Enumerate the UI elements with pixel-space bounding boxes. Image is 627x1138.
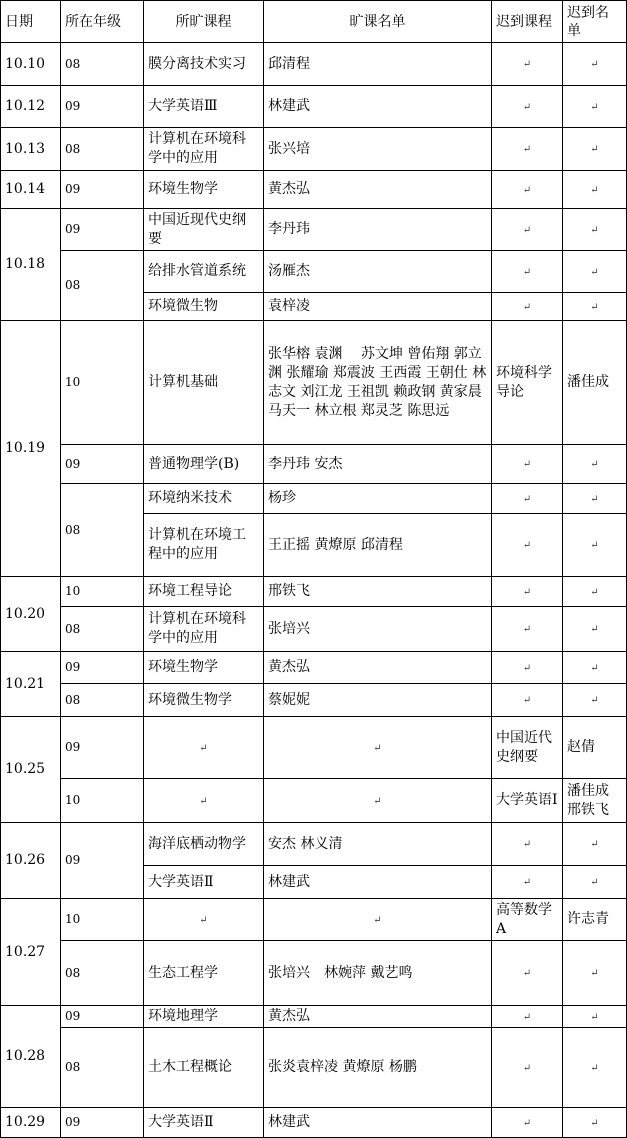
paragraph-mark: ↵	[590, 540, 599, 551]
course-cell: 膜分离技术实习	[144, 43, 264, 86]
grade-cell: 10	[61, 321, 144, 445]
paragraph-mark: ↵	[590, 624, 599, 635]
late-names-cell	[563, 577, 627, 607]
course-cell: 环境地理学	[144, 1006, 264, 1028]
absent-names-cell: 黄杰弘	[264, 171, 492, 209]
paragraph-mark: ↵	[522, 59, 532, 70]
grade-cell: 09	[61, 86, 144, 128]
late-names-cell	[563, 209, 627, 251]
late-course-cell: 大学英语Ⅰ	[492, 779, 563, 823]
table-row	[1, 607, 627, 652]
absent-names-cell: 黄杰弘	[264, 652, 492, 684]
absent-names-cell: 黄杰弘	[264, 1006, 492, 1028]
late-course-cell	[492, 251, 563, 293]
table-row	[1, 43, 627, 86]
late-course-cell	[492, 1028, 563, 1108]
paragraph-mark: ↵	[522, 695, 532, 706]
course-cell: 环境工程导论	[144, 577, 264, 607]
absent-names-cell: 张炎袁梓凌 黄燎原 杨鹏	[264, 1028, 492, 1108]
late-names-cell	[563, 1006, 627, 1028]
late-course-cell	[492, 1108, 563, 1138]
late-course-cell	[492, 171, 563, 209]
table-row	[1, 1108, 627, 1138]
paragraph-mark: ↵	[522, 1011, 532, 1023]
absent-names-cell: 林建武	[264, 86, 492, 128]
date-cell: 10.18	[1, 209, 61, 321]
grade-cell: 08	[61, 684, 144, 717]
paragraph-mark: ↵	[590, 301, 599, 313]
header-date: 日期	[1, 1, 61, 43]
paragraph-mark: ↵	[522, 1117, 532, 1129]
header-row	[1, 1, 627, 43]
late-names-cell	[563, 171, 627, 209]
paragraph-mark: ↵	[590, 839, 599, 850]
absent-names-cell: 蔡妮妮	[264, 684, 492, 717]
paragraph-mark: ↵	[522, 144, 532, 155]
paragraph-mark: ↵	[522, 101, 532, 113]
course-cell: 环境微生物学	[144, 684, 264, 717]
grade-cell: 08	[61, 941, 144, 1006]
late-names-cell	[563, 445, 627, 484]
table-row	[1, 209, 627, 251]
table-row	[1, 823, 627, 866]
late-course-cell	[492, 43, 563, 86]
paragraph-mark: ↵	[373, 742, 382, 754]
date-cell: 10.12	[1, 86, 61, 128]
late-course-cell	[492, 1006, 563, 1028]
header-absent-names: 旷课名单	[264, 1, 492, 43]
absent-names-cell	[264, 717, 492, 779]
paragraph-mark: ↵	[373, 795, 382, 807]
grade-cell: 09	[61, 171, 144, 209]
grade-cell: 10	[61, 779, 144, 823]
course-cell: 计算机基础	[144, 321, 264, 445]
paragraph-mark: ↵	[590, 59, 599, 70]
absent-names-cell: 张兴培	[264, 128, 492, 171]
late-names-cell	[563, 1028, 627, 1108]
paragraph-mark: ↵	[522, 224, 532, 236]
paragraph-mark: ↵	[522, 184, 532, 196]
late-course-cell	[492, 577, 563, 607]
late-course-cell	[492, 86, 563, 128]
absent-names-cell: 安杰 林义清	[264, 823, 492, 866]
header-late-names: 迟到名单	[563, 1, 627, 43]
header-late-course: 迟到课程	[492, 1, 563, 43]
course-cell: 环境生物学	[144, 171, 264, 209]
course-cell: 给排水管道系统	[144, 251, 264, 293]
table-row	[1, 1028, 627, 1108]
late-course-cell	[492, 684, 563, 717]
absent-names-cell: 邢铁飞	[264, 577, 492, 607]
late-course-cell	[492, 209, 563, 251]
late-names-cell	[563, 43, 627, 86]
paragraph-mark: ↵	[522, 877, 532, 888]
date-cell: 10.13	[1, 128, 61, 171]
table-row	[1, 941, 627, 1006]
grade-cell: 08	[61, 128, 144, 171]
late-course-cell	[492, 514, 563, 577]
paragraph-mark: ↵	[590, 144, 599, 155]
late-names-cell	[563, 684, 627, 717]
course-cell: 大学英语Ⅱ	[144, 1108, 264, 1138]
course-cell	[144, 779, 264, 823]
absent-names-cell: 张培兴	[264, 607, 492, 652]
paragraph-mark: ↵	[590, 184, 599, 196]
paragraph-mark: ↵	[522, 1062, 532, 1074]
course-cell: 大学英语Ⅱ	[144, 866, 264, 899]
date-cell: 10.10	[1, 43, 61, 86]
late-course-cell	[492, 484, 563, 514]
paragraph-mark: ↵	[522, 968, 532, 979]
table-row	[1, 899, 627, 941]
table-row	[1, 86, 627, 128]
grade-cell: 09	[61, 1108, 144, 1138]
grade-cell: 09	[61, 1006, 144, 1028]
table-row	[1, 652, 627, 684]
late-course-cell: 高等数学A	[492, 899, 563, 941]
late-course-cell	[492, 823, 563, 866]
grade-cell: 08	[61, 43, 144, 86]
date-cell: 10.21	[1, 652, 61, 717]
late-names-cell	[563, 652, 627, 684]
grade-cell: 08	[61, 607, 144, 652]
course-cell: 计算机在环境工程中的应用	[144, 514, 264, 577]
late-names-cell	[563, 86, 627, 128]
late-names-cell: 赵倩	[563, 717, 627, 779]
grade-cell: 09	[61, 652, 144, 684]
course-cell: 土木工程概论	[144, 1028, 264, 1108]
grade-cell: 08	[61, 484, 144, 577]
course-cell	[144, 899, 264, 941]
course-cell: 中国近现代史纲要	[144, 209, 264, 251]
paragraph-mark: ↵	[199, 795, 208, 807]
paragraph-mark: ↵	[522, 301, 532, 313]
course-cell: 普通物理学(B)	[144, 445, 264, 484]
paragraph-mark: ↵	[522, 459, 532, 470]
date-cell: 10.20	[1, 577, 61, 652]
course-cell: 环境微生物	[144, 293, 264, 321]
paragraph-mark: ↵	[590, 662, 599, 674]
late-names-cell: 许志青	[563, 899, 627, 941]
late-names-cell	[563, 1108, 627, 1138]
absent-names-cell	[264, 779, 492, 823]
course-cell: 计算机在环境科学中的应用	[144, 607, 264, 652]
late-names-cell: 潘佳成 邢铁飞	[563, 779, 627, 823]
absent-names-cell: 汤雁杰	[264, 251, 492, 293]
late-names-cell	[563, 823, 627, 866]
grade-cell: 10	[61, 899, 144, 941]
paragraph-mark: ↵	[590, 695, 599, 706]
paragraph-mark: ↵	[522, 540, 532, 551]
paragraph-mark: ↵	[590, 459, 599, 470]
date-cell: 10.14	[1, 171, 61, 209]
table-row	[1, 577, 627, 607]
absent-names-cell: 李丹玮	[264, 209, 492, 251]
paragraph-mark: ↵	[590, 266, 599, 278]
paragraph-mark: ↵	[590, 1117, 599, 1129]
table-row	[1, 251, 627, 293]
paragraph-mark: ↵	[199, 914, 208, 926]
grade-cell: 10	[61, 577, 144, 607]
paragraph-mark: ↵	[590, 877, 599, 888]
paragraph-mark: ↵	[522, 662, 532, 674]
date-cell: 10.28	[1, 1006, 61, 1108]
grade-cell: 09	[61, 445, 144, 484]
late-names-cell	[563, 484, 627, 514]
grade-cell: 09	[61, 717, 144, 779]
grade-cell: 08	[61, 251, 144, 321]
grade-cell: 08	[61, 1028, 144, 1108]
paragraph-mark: ↵	[590, 1011, 599, 1023]
date-cell: 10.29	[1, 1108, 61, 1138]
paragraph-mark: ↵	[590, 968, 599, 979]
date-cell: 10.25	[1, 717, 61, 823]
late-course-cell	[492, 445, 563, 484]
late-course-cell: 中国近代史纲要	[492, 717, 563, 779]
late-names-cell	[563, 941, 627, 1006]
late-names-cell	[563, 514, 627, 577]
late-names-cell	[563, 866, 627, 899]
paragraph-mark: ↵	[590, 101, 599, 113]
paragraph-mark: ↵	[373, 914, 382, 926]
paragraph-mark: ↵	[199, 742, 208, 754]
absent-names-cell: 林建武	[264, 1108, 492, 1138]
date-cell: 10.26	[1, 823, 61, 899]
late-names-cell	[563, 128, 627, 171]
paragraph-mark: ↵	[522, 493, 532, 505]
paragraph-mark: ↵	[522, 839, 532, 850]
table-row	[1, 779, 627, 823]
late-course-cell	[492, 941, 563, 1006]
late-names-cell: 潘佳成	[563, 321, 627, 445]
late-course-cell	[492, 607, 563, 652]
absent-names-cell: 王正摇 黄燎原 邱清程	[264, 514, 492, 577]
absent-names-cell: 张华榕 袁渊 苏文坤 曾佑翔 郭立渊 张耀瑜 郑震波 王西霞 王朝仕 林志文 刘江龙 王祖凯 赖政钢 黄家晨 马天一 林立根 郑灵芝 陈思远	[264, 321, 492, 445]
absent-names-cell	[264, 899, 492, 941]
late-names-cell	[563, 251, 627, 293]
course-cell: 计算机在环境科学中的应用	[144, 128, 264, 171]
absent-names-cell: 李丹玮 安杰	[264, 445, 492, 484]
table-row	[1, 684, 627, 717]
late-course-cell	[492, 128, 563, 171]
grade-cell: 09	[61, 823, 144, 899]
late-names-cell	[563, 293, 627, 321]
paragraph-mark: ↵	[522, 586, 532, 598]
course-cell: 环境生物学	[144, 652, 264, 684]
course-cell: 生态工程学	[144, 941, 264, 1006]
paragraph-mark: ↵	[590, 493, 599, 505]
paragraph-mark: ↵	[590, 586, 599, 598]
late-course-cell	[492, 652, 563, 684]
date-cell: 10.19	[1, 321, 61, 577]
course-cell	[144, 717, 264, 779]
course-cell: 环境纳米技术	[144, 484, 264, 514]
date-cell: 10.27	[1, 899, 61, 1006]
course-cell: 大学英语Ⅲ	[144, 86, 264, 128]
table-row	[1, 1006, 627, 1028]
grade-cell: 09	[61, 209, 144, 251]
table-row	[1, 171, 627, 209]
paragraph-mark: ↵	[522, 624, 532, 635]
table-row	[1, 717, 627, 779]
table-row	[1, 321, 627, 445]
table-row	[1, 445, 627, 484]
paragraph-mark: ↵	[590, 1062, 599, 1074]
absent-names-cell: 邱清程	[264, 43, 492, 86]
table-row	[1, 484, 627, 514]
late-names-cell	[563, 607, 627, 652]
paragraph-mark: ↵	[590, 224, 599, 236]
absent-names-cell: 杨珍	[264, 484, 492, 514]
late-course-cell	[492, 293, 563, 321]
absent-names-cell: 袁梓凌	[264, 293, 492, 321]
paragraph-mark: ↵	[522, 266, 532, 278]
header-course: 所旷课程	[144, 1, 264, 43]
table-row	[1, 128, 627, 171]
late-course-cell	[492, 866, 563, 899]
late-course-cell: 环境科学导论	[492, 321, 563, 445]
absent-names-cell: 张培兴 林婉萍 戴艺鸣	[264, 941, 492, 1006]
absent-names-cell: 林建武	[264, 866, 492, 899]
header-grade: 所在年级	[61, 1, 144, 43]
course-cell: 海洋底栖动物学	[144, 823, 264, 866]
